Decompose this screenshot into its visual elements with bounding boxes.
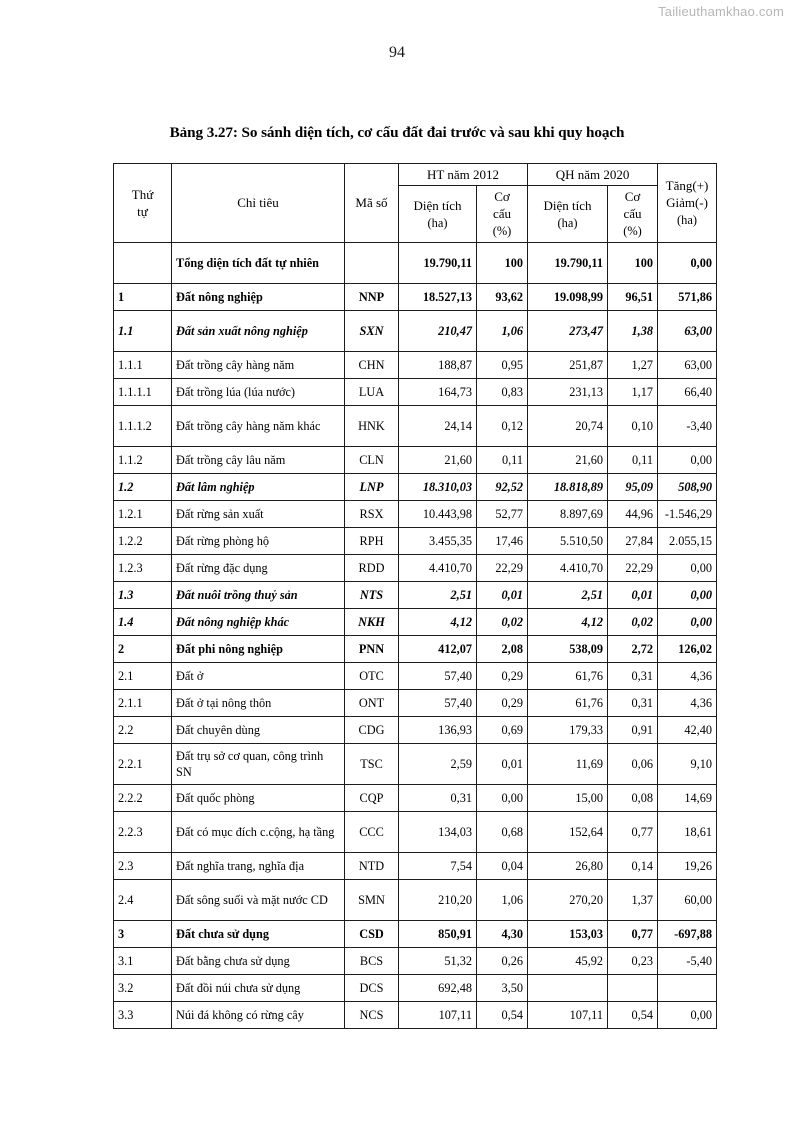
- cell-ht-area: 57,40: [399, 689, 477, 716]
- header-group-qh: QH năm 2020: [528, 164, 658, 186]
- cell-ht-area: 19.790,11: [399, 242, 477, 283]
- cell-qh-pct: 0,31: [608, 662, 658, 689]
- header-qh-structure: [608, 186, 658, 243]
- cell-ht-pct: 3,50: [477, 974, 528, 1001]
- cell-ht-pct: 0,00: [477, 784, 528, 811]
- cell-code: NCS: [345, 1001, 399, 1028]
- cell-indicator: Đất chuyên dùng: [172, 716, 345, 743]
- cell-qh-pct: 0,54: [608, 1001, 658, 1028]
- table-row: [114, 608, 717, 635]
- cell-qh-area: 20,74: [528, 405, 608, 446]
- cell-qh-area: 45,92: [528, 947, 608, 974]
- cell-indicator: Đất bằng chưa sử dụng: [172, 947, 345, 974]
- cell-indicator: Đất ở tại nông thôn: [172, 689, 345, 716]
- cell-qh-pct: 96,51: [608, 283, 658, 310]
- header-diff-unit: (ha): [677, 213, 697, 228]
- land-comparison-table: [113, 163, 717, 1029]
- table-row: [114, 1001, 717, 1028]
- cell-difference: 2.055,15: [658, 527, 717, 554]
- cell-stt: 1.1.1.2: [114, 405, 172, 446]
- table-row: [114, 351, 717, 378]
- cell-stt: [114, 242, 172, 283]
- cell-ht-pct: 1,06: [477, 310, 528, 351]
- cell-qh-pct: 1,17: [608, 378, 658, 405]
- cell-code: NTS: [345, 581, 399, 608]
- cell-qh-area: [528, 974, 608, 1001]
- table-row: [114, 920, 717, 947]
- cell-ht-pct: 0,29: [477, 662, 528, 689]
- cell-ht-pct: 0,04: [477, 852, 528, 879]
- cell-stt: 1.1.2: [114, 446, 172, 473]
- cell-code: CQP: [345, 784, 399, 811]
- cell-ht-area: 210,20: [399, 879, 477, 920]
- cell-stt: 2.2.2: [114, 784, 172, 811]
- table-row: [114, 689, 717, 716]
- cell-stt: 2.2: [114, 716, 172, 743]
- table-row: [114, 784, 717, 811]
- cell-stt: 1.1.1.1: [114, 378, 172, 405]
- cell-difference: 4,36: [658, 689, 717, 716]
- cell-ht-pct: 0,54: [477, 1001, 528, 1028]
- cell-qh-pct: 0,23: [608, 947, 658, 974]
- cell-ht-area: 3.455,35: [399, 527, 477, 554]
- cell-difference: 571,86: [658, 283, 717, 310]
- cell-stt: 1.2.2: [114, 527, 172, 554]
- table-row: [114, 283, 717, 310]
- table-row: [114, 554, 717, 581]
- cell-stt: 1.2.1: [114, 500, 172, 527]
- cell-ht-pct: 0,02: [477, 608, 528, 635]
- cell-code: DCS: [345, 974, 399, 1001]
- header-ht-area-label: Diện tích: [413, 197, 462, 213]
- header-stt: [114, 164, 172, 243]
- cell-stt: 1.4: [114, 608, 172, 635]
- cell-qh-area: 11,69: [528, 743, 608, 784]
- cell-code: CLN: [345, 446, 399, 473]
- cell-ht-pct: 0,01: [477, 743, 528, 784]
- header-qh-structure-line2: cấu: [623, 206, 642, 222]
- cell-stt: 2: [114, 635, 172, 662]
- cell-qh-pct: 1,27: [608, 351, 658, 378]
- cell-ht-area: 10.443,98: [399, 500, 477, 527]
- cell-code: CSD: [345, 920, 399, 947]
- cell-indicator: Đất chưa sử dụng: [172, 920, 345, 947]
- cell-qh-pct: 27,84: [608, 527, 658, 554]
- cell-code: OTC: [345, 662, 399, 689]
- cell-indicator: Đất ở: [172, 662, 345, 689]
- cell-ht-pct: 0,69: [477, 716, 528, 743]
- header-group-ht: HT năm 2012: [399, 164, 528, 186]
- cell-code: SXN: [345, 310, 399, 351]
- cell-qh-area: 8.897,69: [528, 500, 608, 527]
- cell-code: PNN: [345, 635, 399, 662]
- cell-difference: 60,00: [658, 879, 717, 920]
- cell-indicator: Đất rừng phòng hộ: [172, 527, 345, 554]
- header-diff-line2: Giảm(-): [666, 195, 708, 211]
- cell-stt: 1.3: [114, 581, 172, 608]
- header-qh-structure-unit: (%): [623, 224, 642, 239]
- cell-difference: 0,00: [658, 1001, 717, 1028]
- cell-stt: 2.2.3: [114, 811, 172, 852]
- table-row: [114, 500, 717, 527]
- cell-stt: 2.4: [114, 879, 172, 920]
- cell-difference: -5,40: [658, 947, 717, 974]
- cell-difference: 0,00: [658, 554, 717, 581]
- cell-difference: 0,00: [658, 446, 717, 473]
- header-ht-structure-line2: cấu: [492, 206, 512, 222]
- cell-ht-area: 850,91: [399, 920, 477, 947]
- table-row: [114, 662, 717, 689]
- cell-qh-pct: 0,91: [608, 716, 658, 743]
- cell-stt: 1.2: [114, 473, 172, 500]
- cell-qh-area: 19.790,11: [528, 242, 608, 283]
- cell-qh-pct: 0,77: [608, 920, 658, 947]
- cell-ht-pct: 1,06: [477, 879, 528, 920]
- cell-code: NKH: [345, 608, 399, 635]
- cell-indicator: Đất sản xuất nông nghiệp: [172, 310, 345, 351]
- table-row: [114, 378, 717, 405]
- cell-ht-area: 57,40: [399, 662, 477, 689]
- cell-qh-area: 273,47: [528, 310, 608, 351]
- cell-code: RPH: [345, 527, 399, 554]
- cell-qh-area: 231,13: [528, 378, 608, 405]
- cell-qh-pct: 44,96: [608, 500, 658, 527]
- cell-ht-pct: 0,68: [477, 811, 528, 852]
- cell-ht-pct: 0,01: [477, 581, 528, 608]
- cell-qh-pct: 0,08: [608, 784, 658, 811]
- cell-difference: -697,88: [658, 920, 717, 947]
- cell-ht-area: 2,59: [399, 743, 477, 784]
- cell-ht-area: 107,11: [399, 1001, 477, 1028]
- cell-ht-pct: 0,26: [477, 947, 528, 974]
- cell-indicator: Đất phi nông nghiệp: [172, 635, 345, 662]
- site-watermark: Tailieuthamkhao.com: [658, 4, 784, 19]
- header-row-top: [114, 164, 717, 186]
- cell-ht-pct: 22,29: [477, 554, 528, 581]
- table-row: [114, 310, 717, 351]
- cell-qh-pct: 0,14: [608, 852, 658, 879]
- cell-qh-pct: 0,06: [608, 743, 658, 784]
- cell-qh-pct: 22,29: [608, 554, 658, 581]
- cell-indicator: Đất trồng cây hàng năm khác: [172, 405, 345, 446]
- table-body: [114, 242, 717, 1028]
- cell-code: NNP: [345, 283, 399, 310]
- table-row: [114, 242, 717, 283]
- table-row: [114, 581, 717, 608]
- cell-ht-area: 136,93: [399, 716, 477, 743]
- cell-difference: 0,00: [658, 581, 717, 608]
- cell-qh-pct: 0,77: [608, 811, 658, 852]
- cell-qh-pct: 0,01: [608, 581, 658, 608]
- header-ht-area-unit: (ha): [427, 215, 448, 230]
- cell-ht-pct: 100: [477, 242, 528, 283]
- cell-difference: [658, 974, 717, 1001]
- cell-stt: 3: [114, 920, 172, 947]
- cell-ht-pct: 4,30: [477, 920, 528, 947]
- cell-indicator: Đất trồng lúa (lúa nước): [172, 378, 345, 405]
- header-stt-line2: tự: [137, 203, 148, 219]
- page-number: 94: [389, 44, 405, 61]
- cell-ht-pct: 0,29: [477, 689, 528, 716]
- cell-indicator: Đất nông nghiệp khác: [172, 608, 345, 635]
- cell-qh-area: 270,20: [528, 879, 608, 920]
- cell-stt: 1.2.3: [114, 554, 172, 581]
- cell-difference: 508,90: [658, 473, 717, 500]
- table-row: [114, 811, 717, 852]
- cell-ht-area: 18.310,03: [399, 473, 477, 500]
- cell-ht-area: 18.527,13: [399, 283, 477, 310]
- cell-stt: 1.1.1: [114, 351, 172, 378]
- cell-qh-area: 179,33: [528, 716, 608, 743]
- cell-ht-area: 210,47: [399, 310, 477, 351]
- cell-ht-area: 188,87: [399, 351, 477, 378]
- cell-qh-pct: 0,10: [608, 405, 658, 446]
- header-stt-line1: Thứ: [131, 186, 154, 202]
- cell-qh-area: 4.410,70: [528, 554, 608, 581]
- header-qh-structure-line1: Cơ: [624, 189, 641, 205]
- cell-code: CDG: [345, 716, 399, 743]
- cell-qh-pct: 95,09: [608, 473, 658, 500]
- cell-code: BCS: [345, 947, 399, 974]
- cell-qh-pct: 1,37: [608, 879, 658, 920]
- cell-stt: 2.1: [114, 662, 172, 689]
- cell-code: ONT: [345, 689, 399, 716]
- header-ht-area: [399, 186, 477, 243]
- cell-qh-area: 251,87: [528, 351, 608, 378]
- cell-difference: 0,00: [658, 608, 717, 635]
- header-qh-area-label: Diện tích: [543, 197, 592, 213]
- cell-difference: 4,36: [658, 662, 717, 689]
- cell-indicator: Đất trụ sở cơ quan, công trình SN: [172, 743, 345, 784]
- table-row: [114, 527, 717, 554]
- table-row: [114, 473, 717, 500]
- table-row: [114, 405, 717, 446]
- cell-code: RDD: [345, 554, 399, 581]
- cell-qh-pct: 100: [608, 242, 658, 283]
- cell-qh-area: 4,12: [528, 608, 608, 635]
- table-row: [114, 974, 717, 1001]
- cell-code: [345, 242, 399, 283]
- cell-indicator: Đất lâm nghiệp: [172, 473, 345, 500]
- table-header: [114, 164, 717, 243]
- cell-indicator: Núi đá không có rừng cây: [172, 1001, 345, 1028]
- cell-stt: 3.1: [114, 947, 172, 974]
- cell-indicator: Đất nghĩa trang, nghĩa địa: [172, 852, 345, 879]
- cell-stt: 1: [114, 283, 172, 310]
- cell-ht-area: 134,03: [399, 811, 477, 852]
- cell-qh-area: 18.818,89: [528, 473, 608, 500]
- cell-ht-area: 24,14: [399, 405, 477, 446]
- header-indicator: Chỉ tiêu: [172, 164, 345, 243]
- cell-ht-pct: 0,95: [477, 351, 528, 378]
- cell-ht-pct: 52,77: [477, 500, 528, 527]
- cell-code: CCC: [345, 811, 399, 852]
- cell-stt: 2.2.1: [114, 743, 172, 784]
- header-qh-area: [528, 186, 608, 243]
- cell-indicator: Đất quốc phòng: [172, 784, 345, 811]
- cell-qh-area: 2,51: [528, 581, 608, 608]
- table-container: [113, 163, 716, 1029]
- cell-indicator: Tổng diện tích đất tự nhiên: [172, 242, 345, 283]
- cell-qh-area: 538,09: [528, 635, 608, 662]
- cell-stt: 3.3: [114, 1001, 172, 1028]
- cell-stt: 3.2: [114, 974, 172, 1001]
- table-row: [114, 635, 717, 662]
- table-caption: Bảng 3.27: So sánh diện tích, cơ cấu đất đai trước và sau khi quy hoạch: [169, 124, 625, 141]
- cell-qh-pct: 2,72: [608, 635, 658, 662]
- cell-difference: -3,40: [658, 405, 717, 446]
- header-ht-structure-line1: Cơ: [494, 189, 510, 205]
- cell-ht-pct: 93,62: [477, 283, 528, 310]
- cell-indicator: Đất nông nghiệp: [172, 283, 345, 310]
- cell-ht-area: 0,31: [399, 784, 477, 811]
- cell-code: HNK: [345, 405, 399, 446]
- cell-difference: 66,40: [658, 378, 717, 405]
- cell-ht-pct: 0,11: [477, 446, 528, 473]
- table-row: [114, 743, 717, 784]
- header-diff-line1: Tăng(+): [665, 178, 709, 194]
- table-row: [114, 947, 717, 974]
- cell-difference: 18,61: [658, 811, 717, 852]
- cell-difference: 63,00: [658, 310, 717, 351]
- cell-indicator: Đất rừng đặc dụng: [172, 554, 345, 581]
- cell-indicator: Đất trồng cây lâu năm: [172, 446, 345, 473]
- cell-difference: 19,26: [658, 852, 717, 879]
- cell-ht-area: 412,07: [399, 635, 477, 662]
- cell-code: CHN: [345, 351, 399, 378]
- cell-ht-area: 7,54: [399, 852, 477, 879]
- cell-qh-area: 21,60: [528, 446, 608, 473]
- cell-indicator: Đất đồi núi chưa sử dụng: [172, 974, 345, 1001]
- cell-ht-pct: 0,83: [477, 378, 528, 405]
- cell-stt: 2.1.1: [114, 689, 172, 716]
- cell-qh-pct: 1,38: [608, 310, 658, 351]
- table-row: [114, 879, 717, 920]
- cell-difference: 126,02: [658, 635, 717, 662]
- cell-difference: 0,00: [658, 242, 717, 283]
- cell-ht-area: 692,48: [399, 974, 477, 1001]
- cell-ht-area: 4,12: [399, 608, 477, 635]
- cell-qh-pct: 0,31: [608, 689, 658, 716]
- cell-ht-area: 2,51: [399, 581, 477, 608]
- cell-ht-pct: 2,08: [477, 635, 528, 662]
- cell-code: NTD: [345, 852, 399, 879]
- header-code: Mã số: [345, 164, 399, 243]
- cell-code: LNP: [345, 473, 399, 500]
- cell-stt: 1.1: [114, 310, 172, 351]
- cell-qh-area: 61,76: [528, 689, 608, 716]
- cell-ht-pct: 0,12: [477, 405, 528, 446]
- table-row: [114, 716, 717, 743]
- cell-ht-area: 164,73: [399, 378, 477, 405]
- cell-indicator: Đất rừng sản xuất: [172, 500, 345, 527]
- header-qh-area-unit: (ha): [557, 215, 578, 230]
- cell-qh-area: 5.510,50: [528, 527, 608, 554]
- cell-qh-area: 153,03: [528, 920, 608, 947]
- cell-indicator: Đất có mục đích c.cộng, hạ tầng: [172, 811, 345, 852]
- cell-qh-area: 152,64: [528, 811, 608, 852]
- table-row: [114, 852, 717, 879]
- cell-qh-area: 61,76: [528, 662, 608, 689]
- cell-ht-area: 51,32: [399, 947, 477, 974]
- cell-code: TSC: [345, 743, 399, 784]
- cell-difference: 63,00: [658, 351, 717, 378]
- cell-qh-area: 107,11: [528, 1001, 608, 1028]
- cell-code: RSX: [345, 500, 399, 527]
- cell-qh-pct: 0,02: [608, 608, 658, 635]
- cell-difference: -1.546,29: [658, 500, 717, 527]
- cell-code: LUA: [345, 378, 399, 405]
- cell-ht-area: 4.410,70: [399, 554, 477, 581]
- cell-qh-area: 26,80: [528, 852, 608, 879]
- cell-code: SMN: [345, 879, 399, 920]
- cell-stt: 2.3: [114, 852, 172, 879]
- cell-ht-pct: 17,46: [477, 527, 528, 554]
- cell-ht-pct: 92,52: [477, 473, 528, 500]
- header-ht-structure: [477, 186, 528, 243]
- cell-indicator: Đất nuôi trồng thuỷ sản: [172, 581, 345, 608]
- table-row: [114, 446, 717, 473]
- cell-qh-area: 19.098,99: [528, 283, 608, 310]
- cell-difference: 42,40: [658, 716, 717, 743]
- cell-qh-area: 15,00: [528, 784, 608, 811]
- cell-qh-pct: [608, 974, 658, 1001]
- cell-indicator: Đất trồng cây hàng năm: [172, 351, 345, 378]
- cell-ht-area: 21,60: [399, 446, 477, 473]
- cell-difference: 9,10: [658, 743, 717, 784]
- header-difference: [658, 164, 717, 243]
- cell-difference: 14,69: [658, 784, 717, 811]
- cell-qh-pct: 0,11: [608, 446, 658, 473]
- header-ht-structure-unit: (%): [492, 224, 512, 239]
- cell-indicator: Đất sông suối và mặt nước CD: [172, 879, 345, 920]
